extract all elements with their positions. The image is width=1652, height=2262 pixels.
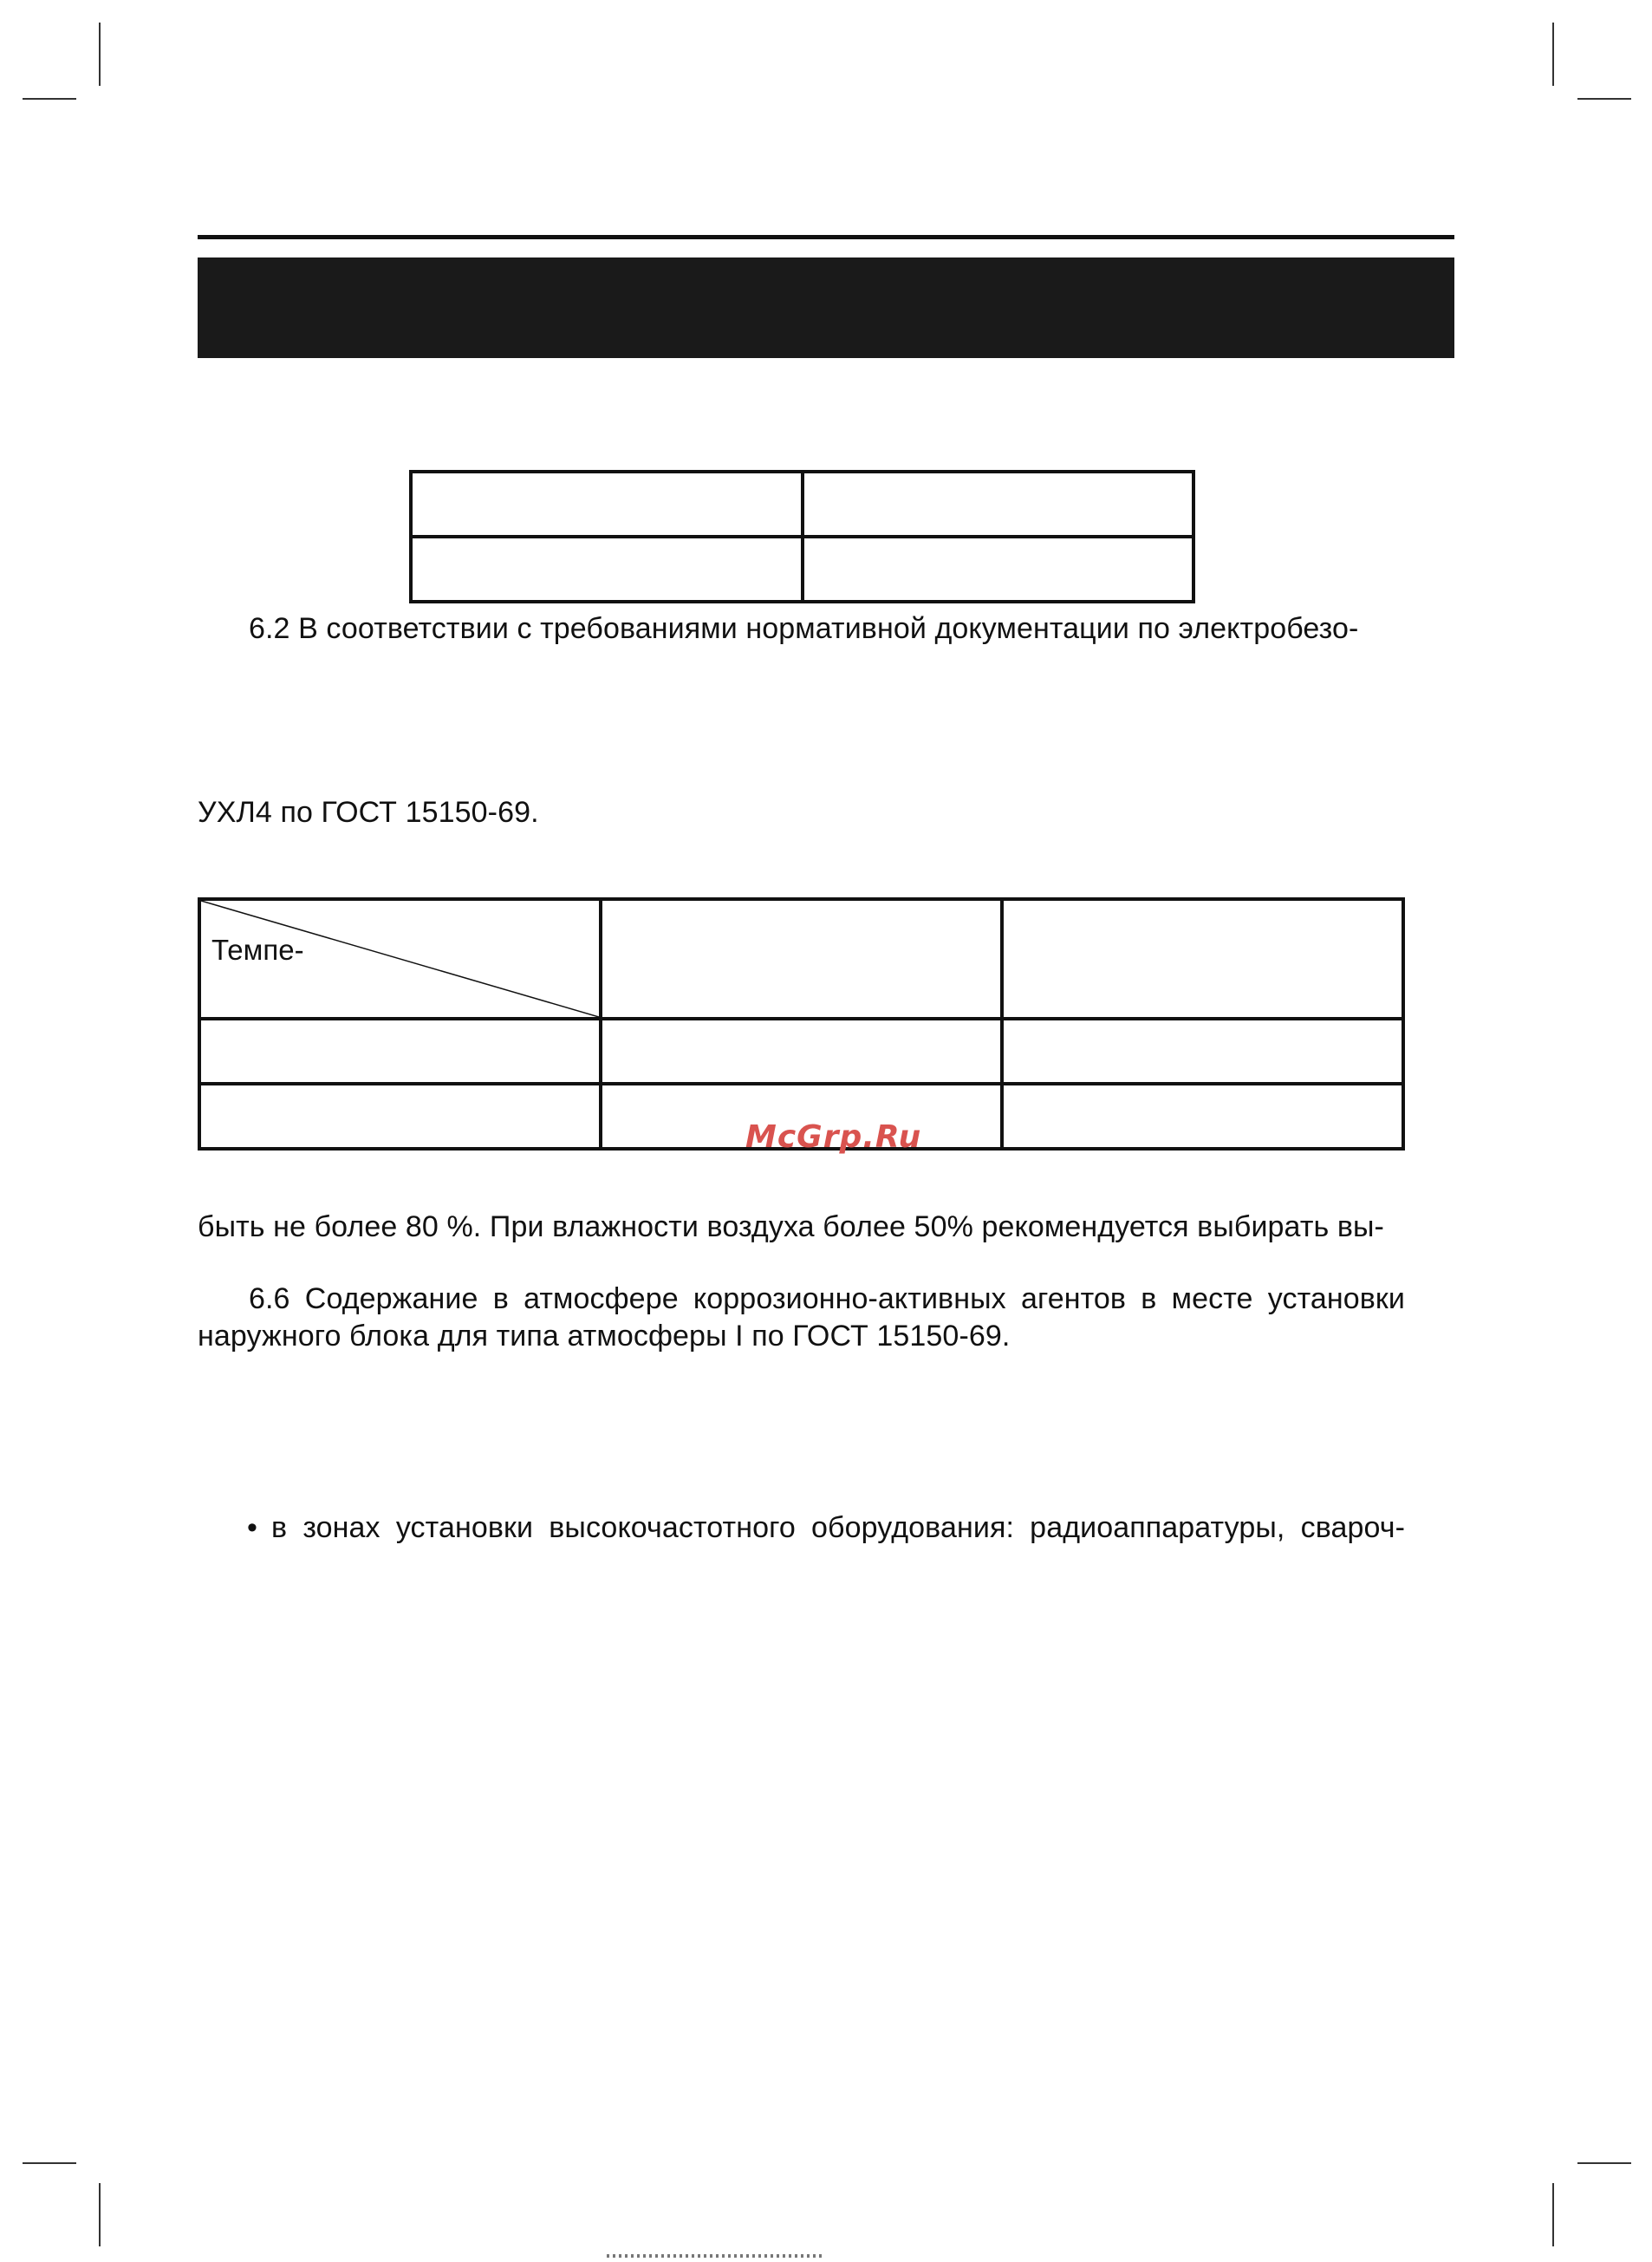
table-cell bbox=[803, 472, 1194, 537]
table-2 bbox=[198, 897, 1405, 1151]
table-header-row bbox=[199, 899, 1403, 1019]
diagonal-header-label: Темпе- bbox=[211, 934, 304, 966]
diagonal-header-cell bbox=[199, 899, 601, 1019]
climate-class-line: УХЛ4 по ГОСТ 15150-69. bbox=[198, 796, 539, 829]
table-cell bbox=[411, 537, 803, 602]
table-header-cell bbox=[1002, 899, 1403, 1019]
paragraph-6-6-line-2: наружного блока для типа атмосферы I по ГОСТ 15150-69. bbox=[198, 1320, 1011, 1353]
table-row bbox=[199, 1019, 1403, 1084]
paragraph-6-6-line-1: 6.6 Содержание в атмосфере коррозионно-активных агентов в месте установки bbox=[249, 1282, 1405, 1315]
crop-mark-bottom-left bbox=[99, 2183, 101, 2246]
table-cell bbox=[199, 1084, 601, 1149]
bullet-icon: • bbox=[247, 1511, 257, 1544]
humidity-line: быть не более 80 %. При влажности воздуха более 50% рекомендуется выбирать вы- bbox=[198, 1210, 1384, 1243]
printer-marks bbox=[607, 2254, 823, 2258]
table-header-cell bbox=[601, 899, 1002, 1019]
table-cell bbox=[1002, 1084, 1403, 1149]
table-cell bbox=[601, 1019, 1002, 1084]
crop-mark-top-right-h bbox=[1577, 98, 1631, 100]
top-rule bbox=[198, 235, 1454, 239]
table-cell bbox=[803, 537, 1194, 602]
table-row bbox=[411, 537, 1193, 602]
crop-mark-bottom-right-h bbox=[1577, 2162, 1631, 2164]
paragraph-6-2: 6.2 В соответствии с требованиями нормативной документации по электробезо- bbox=[249, 612, 1359, 645]
crop-mark-top-left-h bbox=[23, 98, 76, 100]
section-header-band bbox=[198, 257, 1454, 358]
watermark: McGrp.Ru bbox=[745, 1119, 922, 1155]
crop-mark-bottom-right bbox=[1552, 2183, 1554, 2246]
table-cell bbox=[199, 1019, 601, 1084]
table-cell bbox=[411, 472, 803, 537]
table-row bbox=[411, 472, 1193, 537]
crop-mark-top-left bbox=[99, 23, 101, 86]
bullet-item: в зонах установки высокочастотного оборудования: радиоаппаратуры, свароч- bbox=[271, 1511, 1405, 1544]
table-1 bbox=[409, 470, 1195, 603]
crop-mark-bottom-left-h bbox=[23, 2162, 76, 2164]
table-cell bbox=[1002, 1019, 1403, 1084]
crop-mark-top-right bbox=[1552, 23, 1554, 86]
